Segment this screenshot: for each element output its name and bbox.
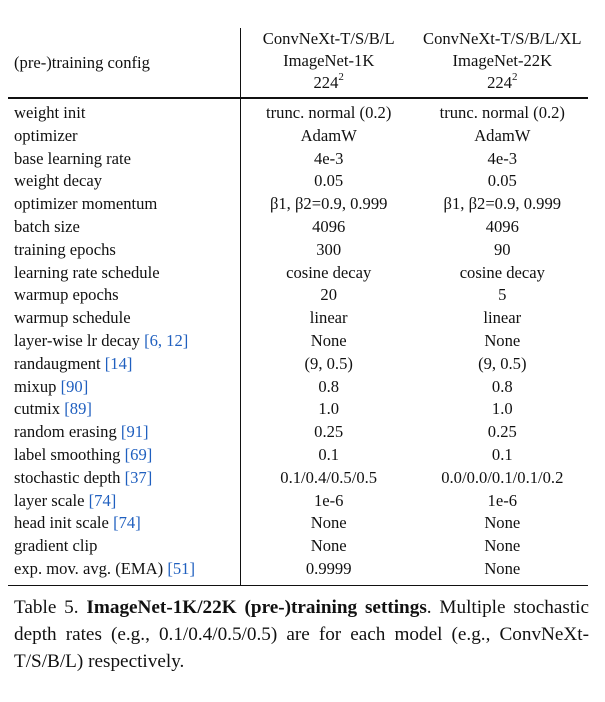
config-name: cutmix bbox=[14, 399, 61, 419]
table-row bbox=[8, 330, 588, 353]
column-a-dataset: ImageNet-1K bbox=[240, 50, 416, 72]
row-config-label bbox=[8, 239, 240, 262]
row-config-label bbox=[8, 193, 240, 216]
caption-number: Table 5. bbox=[14, 597, 79, 618]
citation-link[interactable]: [91] bbox=[120, 422, 149, 442]
citation-link[interactable]: [51] bbox=[167, 558, 195, 578]
value-imagenet-1k: 300 bbox=[240, 239, 416, 262]
table-row bbox=[8, 170, 588, 193]
citation-link[interactable]: [74] bbox=[113, 513, 141, 533]
row-config-label bbox=[8, 558, 240, 585]
value-imagenet-1k: 1.0 bbox=[240, 398, 416, 421]
value-imagenet-1k: 20 bbox=[240, 284, 416, 307]
table-row bbox=[8, 490, 588, 513]
value-imagenet-22k: 90 bbox=[494, 239, 511, 259]
table-row bbox=[8, 262, 588, 285]
config-name: head init scale bbox=[14, 513, 109, 533]
config-name: exp. mov. avg. (EMA) bbox=[14, 558, 164, 578]
row-config-label bbox=[8, 148, 240, 171]
table-row bbox=[8, 558, 588, 585]
config-name: learning rate schedule bbox=[14, 262, 160, 282]
config-name: label smoothing bbox=[14, 444, 121, 464]
citation-link[interactable]: [74] bbox=[88, 490, 117, 510]
value-imagenet-1k: cosine decay bbox=[240, 262, 416, 285]
value-imagenet-1k: 0.25 bbox=[240, 421, 416, 444]
config-name: stochastic depth bbox=[14, 467, 121, 487]
row-config-label bbox=[8, 216, 240, 239]
training-settings-table bbox=[8, 28, 588, 586]
value-imagenet-1k: β1, β2=0.9, 0.999 bbox=[240, 193, 416, 216]
table-caption bbox=[14, 594, 589, 675]
value-imagenet-1k: 0.9999 bbox=[240, 558, 416, 585]
column-b-models: ConvNeXt-T/S/B/L/XL bbox=[423, 29, 582, 48]
column-b-resolution bbox=[417, 72, 588, 98]
value-imagenet-22k: 1.0 bbox=[491, 399, 513, 419]
config-name: random erasing bbox=[14, 422, 117, 442]
citation-link[interactable]: [89] bbox=[64, 399, 92, 419]
value-imagenet-1k: 0.1/0.4/0.5/0.5 bbox=[240, 467, 416, 490]
value-imagenet-1k: 1e-6 bbox=[240, 490, 416, 513]
value-imagenet-1k: None bbox=[240, 330, 416, 353]
value-imagenet-1k: 4096 bbox=[240, 216, 416, 239]
value-imagenet-22k: 0.0/0.0/0.1/0.1/0.2 bbox=[441, 467, 564, 487]
config-name: layer-wise lr decay bbox=[14, 330, 140, 350]
config-column-header: (pre-)training config bbox=[14, 52, 150, 72]
value-imagenet-22k: None bbox=[484, 536, 521, 556]
config-name: warmup epochs bbox=[14, 285, 119, 305]
config-name: training epochs bbox=[14, 239, 116, 259]
value-imagenet-22k: 0.1 bbox=[491, 444, 513, 464]
value-imagenet-22k: AdamW bbox=[474, 125, 531, 145]
value-imagenet-22k: linear bbox=[483, 308, 522, 328]
config-name: optimizer momentum bbox=[14, 194, 158, 214]
row-config-label bbox=[8, 512, 240, 535]
table-row bbox=[8, 98, 588, 125]
column-b-resolution-base: 224 bbox=[487, 73, 512, 92]
table-row bbox=[8, 148, 588, 171]
table-row bbox=[8, 239, 588, 262]
value-imagenet-22k: 4096 bbox=[485, 216, 519, 236]
caption-text: . Multiple stochastic depth rates (e.g., 0.1/0.4/0.5/0.5) are for each model (e.g., ConvNeXt-T/S/B/L) respectively. bbox=[14, 597, 590, 672]
config-name: randaugment bbox=[14, 353, 101, 373]
row-config-label bbox=[8, 421, 240, 444]
value-imagenet-22k: 1e-6 bbox=[487, 490, 518, 510]
value-imagenet-22k: 0.8 bbox=[491, 376, 513, 396]
row-config-label bbox=[8, 444, 240, 467]
row-config-label bbox=[8, 262, 240, 285]
table-header bbox=[8, 28, 588, 98]
table-row bbox=[8, 307, 588, 330]
citation-link[interactable]: [37] bbox=[124, 467, 153, 487]
value-imagenet-1k: 0.1 bbox=[240, 444, 416, 467]
row-config-label bbox=[8, 490, 240, 513]
row-config-label bbox=[8, 170, 240, 193]
citation-link[interactable]: [90] bbox=[60, 376, 89, 396]
row-config-label bbox=[8, 125, 240, 148]
value-imagenet-22k: None bbox=[484, 513, 521, 533]
table-row bbox=[8, 284, 588, 307]
value-imagenet-22k: β1, β2=0.9, 0.999 bbox=[443, 194, 562, 214]
column-b-dataset: ImageNet-22K bbox=[452, 51, 553, 70]
config-name: mixup bbox=[14, 376, 57, 396]
row-config-label bbox=[8, 307, 240, 330]
value-imagenet-22k: trunc. normal (0.2) bbox=[439, 103, 565, 122]
table-row bbox=[8, 376, 588, 399]
value-imagenet-1k: 0.05 bbox=[240, 170, 416, 193]
table-row bbox=[8, 216, 588, 239]
value-imagenet-22k: 5 bbox=[498, 285, 507, 305]
config-name: weight init bbox=[14, 103, 86, 122]
column-a-models: ConvNeXt-T/S/B/L bbox=[240, 28, 416, 50]
table-row bbox=[8, 353, 588, 376]
value-imagenet-1k: linear bbox=[240, 307, 416, 330]
row-config-label bbox=[8, 376, 240, 399]
column-a-resolution-base: 224 bbox=[313, 73, 339, 92]
config-name: optimizer bbox=[14, 125, 78, 145]
row-config-label bbox=[8, 398, 240, 421]
row-config-label bbox=[8, 330, 240, 353]
table-row bbox=[8, 125, 588, 148]
value-imagenet-22k: 4e-3 bbox=[487, 148, 518, 168]
row-config-label bbox=[8, 467, 240, 490]
config-name: gradient clip bbox=[14, 536, 98, 556]
config-name: batch size bbox=[14, 216, 80, 236]
row-config-label bbox=[8, 535, 240, 558]
column-a-resolution bbox=[240, 72, 416, 98]
table-row bbox=[8, 535, 588, 558]
config-name: base learning rate bbox=[14, 148, 132, 168]
row-config-label bbox=[8, 98, 240, 125]
value-imagenet-1k: 0.8 bbox=[240, 376, 416, 399]
table-body bbox=[8, 98, 588, 585]
citation-link[interactable]: [14] bbox=[104, 353, 133, 373]
column-b-resolution-exponent: 2 bbox=[512, 71, 518, 84]
table-row bbox=[8, 398, 588, 421]
citation-link[interactable]: [69] bbox=[124, 444, 153, 464]
value-imagenet-1k: AdamW bbox=[240, 125, 416, 148]
column-a-resolution-exponent: 2 bbox=[338, 71, 344, 84]
config-name: weight decay bbox=[14, 171, 103, 191]
table-row bbox=[8, 193, 588, 216]
value-imagenet-22k: cosine decay bbox=[459, 262, 545, 282]
table-row bbox=[8, 421, 588, 444]
value-imagenet-1k: None bbox=[240, 512, 416, 535]
value-imagenet-1k: (9, 0.5) bbox=[240, 353, 416, 376]
value-imagenet-22k: (9, 0.5) bbox=[478, 353, 527, 373]
row-config-label bbox=[8, 353, 240, 376]
table-row bbox=[8, 467, 588, 490]
value-imagenet-22k: None bbox=[484, 558, 521, 578]
table-row bbox=[8, 512, 588, 535]
table-row bbox=[8, 444, 588, 467]
value-imagenet-1k: trunc. normal (0.2) bbox=[240, 98, 416, 125]
caption-bold-title: ImageNet-1K/22K (pre-)training settings bbox=[86, 597, 427, 618]
value-imagenet-22k: None bbox=[484, 330, 521, 350]
citation-link[interactable]: [6, 12] bbox=[144, 330, 189, 350]
value-imagenet-22k: 0.25 bbox=[487, 422, 517, 442]
value-imagenet-22k: 0.05 bbox=[487, 171, 517, 191]
config-name: warmup schedule bbox=[14, 308, 131, 328]
config-name: layer scale bbox=[14, 490, 85, 510]
row-config-label bbox=[8, 284, 240, 307]
value-imagenet-1k: None bbox=[240, 535, 416, 558]
value-imagenet-1k: 4e-3 bbox=[240, 148, 416, 171]
